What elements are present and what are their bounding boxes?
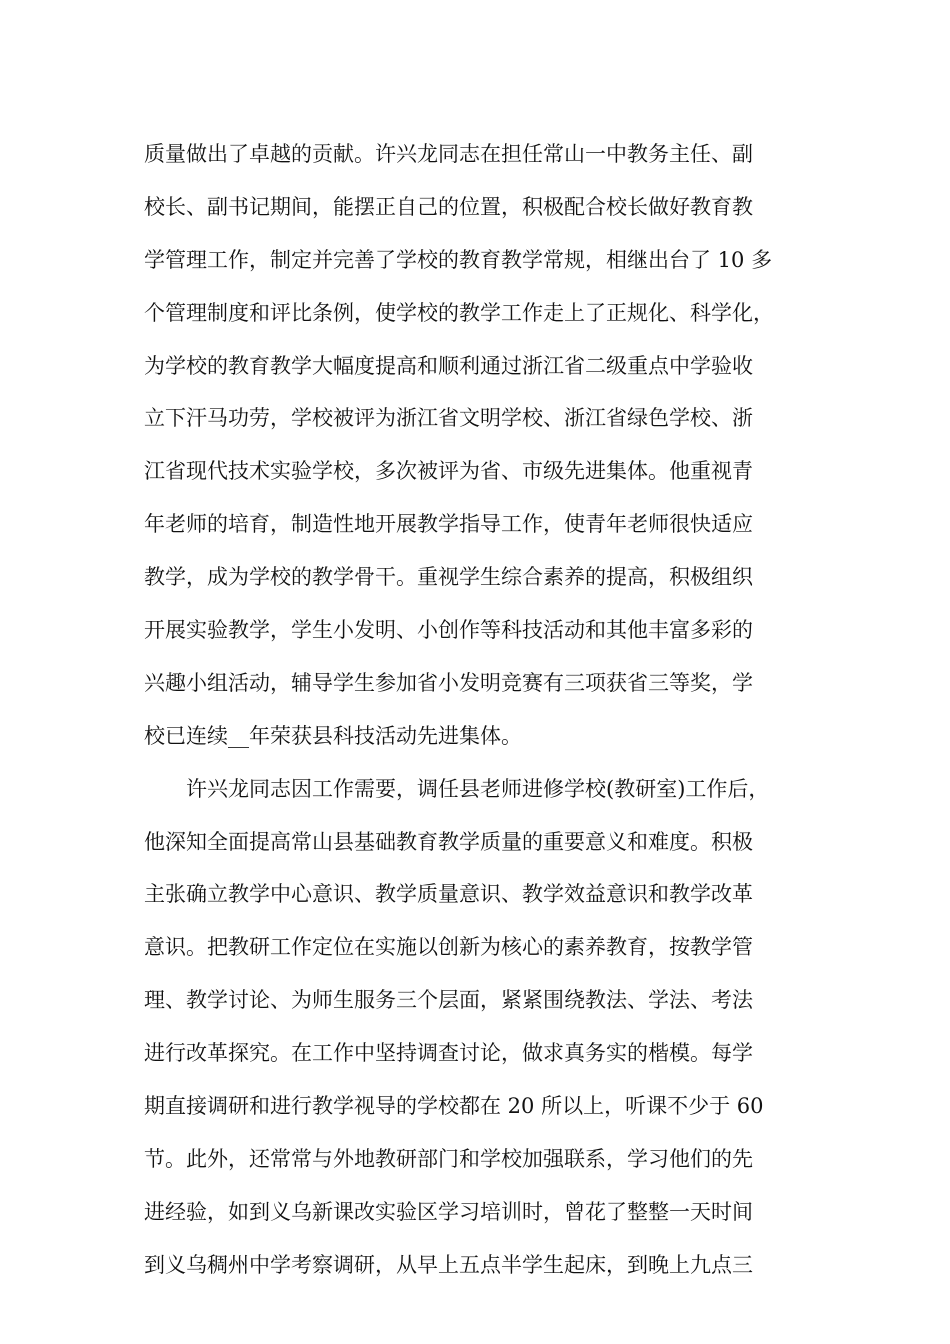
text-line: 兴趣小组活动，辅导学生参加省小发明竞赛有三项获省三等奖，学 — [144, 670, 753, 695]
text-line: 为学校的教育教学大幅度提高和顺利通过浙江省二级重点中学验收 — [144, 353, 753, 378]
text-line: 进行改革探究。在工作中坚持调查讨论，做求真务实的楷模。每学 — [144, 1041, 753, 1066]
text-line: 主张确立教学中心意识、教学质量意识、教学效益意识和教学改革 — [144, 882, 753, 907]
text-line: 到义乌稠州中学考察调研，从早上五点半学生起床，到晚上九点三 — [144, 1252, 753, 1277]
text-line: 质量做出了卓越的贡献。许兴龙同志在担任常山一中教务主任、副 — [144, 142, 753, 166]
text-line: 立下汗马功劳，学校被评为浙江省文明学校、浙江省绿色学校、浙 — [144, 406, 753, 431]
text-line: 节。此外，还常常与外地教研部门和学校加强联系，学习他们的先 — [144, 1146, 753, 1171]
text-line: 开展实验教学，学生小发明、小创作等科技活动和其他丰富多彩的 — [144, 618, 753, 643]
text-line: 进经验，如到义乌新课改实验区学习培训时，曾花了整整一天时间 — [144, 1199, 753, 1224]
text-line: 个管理制度和评比条例，使学校的教学工作走上了正规化、科学化， — [144, 300, 774, 325]
text-line: 江省现代技术实验学校，多次被评为省、市级先进集体。他重视青 — [144, 459, 753, 484]
text-line: 期直接调研和进行教学视导的学校都在 20 所以上，听课不少于 60 — [144, 1094, 764, 1119]
text-line: 校长、副书记期间，能摆正自己的位置，积极配合校长做好教育教 — [144, 194, 753, 219]
text-line: 年老师的培育，制造性地开展教学指导工作，使青年老师很快适应 — [144, 512, 753, 537]
text-line: 他深知全面提高常山县基础教育教学质量的重要意义和难度。积极 — [144, 829, 753, 854]
text-line: 许兴龙同志因工作需要，调任县老师进修学校(教研室)工作后， — [144, 776, 770, 801]
text-line: 校已连续__年荣获县科技活动先进集体。 — [144, 723, 522, 748]
text-line: 理、教学讨论、为师生服务三个层面，紧紧围绕教法、学法、考法 — [144, 988, 753, 1013]
text-line: 意识。把教研工作定位在实施以创新为核心的素养教育，按教学管 — [144, 935, 753, 960]
text-line: 教学，成为学校的教学骨干。重视学生综合素养的提高，积极组织 — [144, 565, 753, 590]
body-text — [144, 128, 844, 1292]
text-line: 学管理工作，制定并完善了学校的教育教学常规，相继出台了 10 多 — [144, 247, 773, 272]
